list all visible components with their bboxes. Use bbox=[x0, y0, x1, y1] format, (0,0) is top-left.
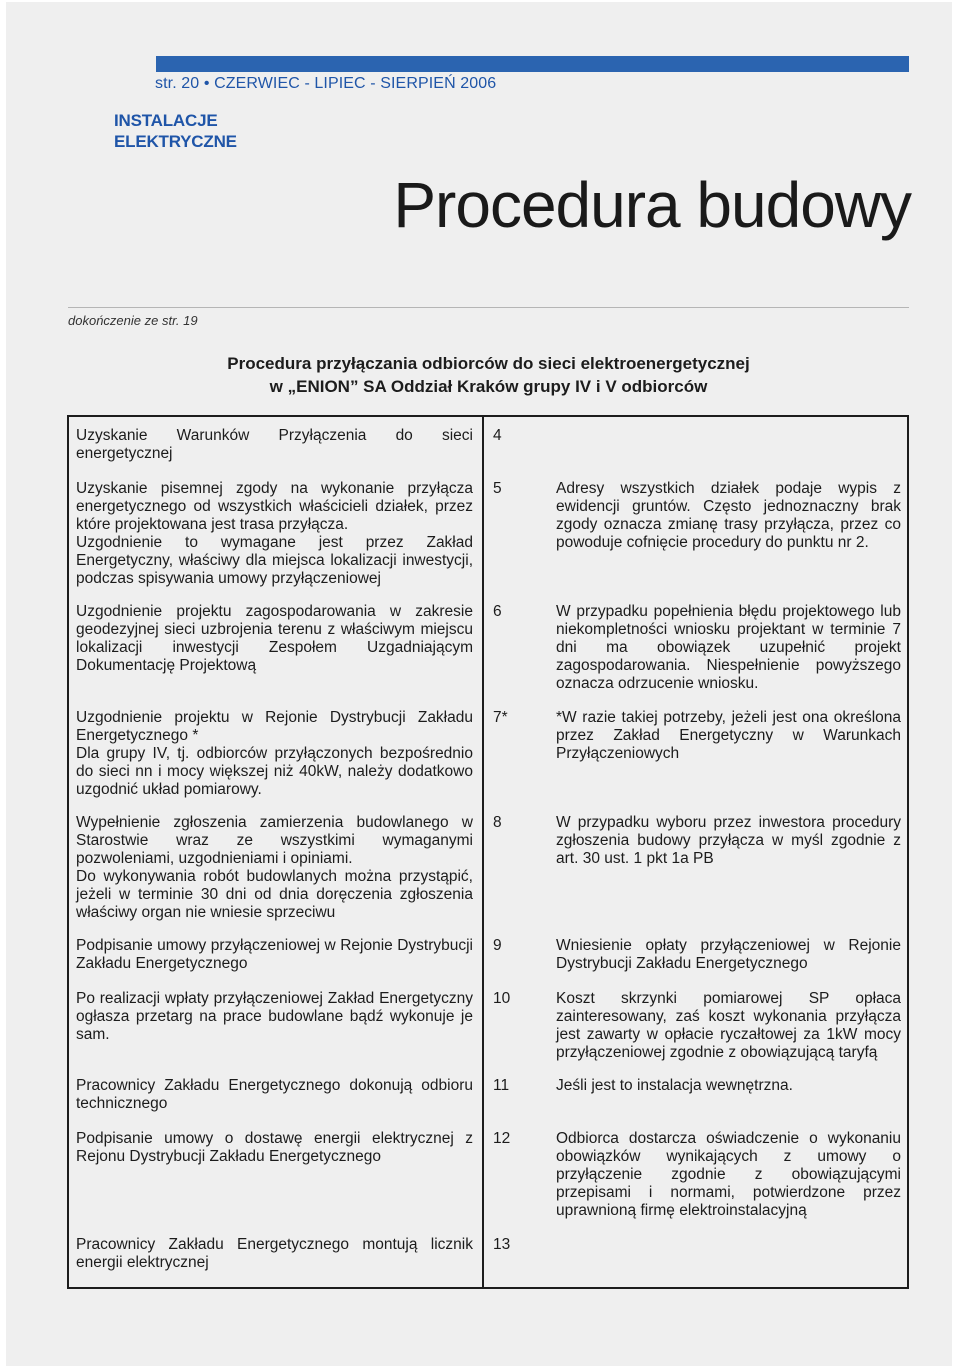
step-number: 7* bbox=[493, 709, 508, 726]
step-action-text-2: Uzgodnienie to wymagane jest przez Zakład Energetyczny, właściwy dla miejsca lokalizacji inwestycji, podczas spisywania umowy przyłączeniowej bbox=[76, 534, 473, 588]
step-action-text: Wypełnienie zgłoszenia zamierzenia budowlanego w Starostwie wraz ze wszystkimi wymaganymi pozwoleniami, uzgodnieniami i opiniami. bbox=[76, 814, 473, 868]
subtitle-line1: Procedura przyłączania odbiorców do sieci elektroenergetycznej bbox=[227, 354, 750, 373]
step-action: Uzyskanie Warunków Przyłączenia do sieci energetycznej bbox=[76, 427, 473, 463]
procedure-subtitle bbox=[68, 352, 909, 398]
page-title: Procedura budowy bbox=[393, 169, 911, 241]
step-action: Podpisanie umowy o dostawę energii elektrycznej z Rejonu Dystrybucji Zakładu Energetycznego bbox=[76, 1130, 473, 1166]
step-note: Wniesienie opłaty przyłączeniowej w Rejonie Dystrybucji Zakładu Energetycznego bbox=[556, 937, 901, 973]
step-action bbox=[76, 814, 473, 923]
step-action-text: Uzgodnienie projektu w Rejonie Dystrybucji Zakładu Energetycznego * bbox=[76, 709, 473, 745]
page-sheet bbox=[6, 2, 952, 1366]
column-divider bbox=[482, 417, 484, 1287]
continuation-note: dokończenie ze str. 19 bbox=[68, 313, 198, 328]
step-action-text: Uzyskanie pisemnej zgody na wykonanie przyłącza energetycznego od wszystkich właścicieli działek, przez które projektowana jest trasa przyłącza. bbox=[76, 480, 473, 534]
procedure-table bbox=[67, 415, 909, 1289]
step-note: Adresy wszystkich działek podaje wypis z ewidencji gruntów. Często jednoznaczny brak zgody oznacza zmianę trasy przyłącza, przez co powoduje cofnięcie procedury do punktu nr 2. bbox=[556, 480, 901, 552]
step-action-text-2: Do wykonywania robót budowlanych można przystąpić, jeżeli w terminie 30 dni od dnia doręczenia zgłoszenia właściwy organ nie wniesie sprzeciwu bbox=[76, 868, 473, 922]
step-note: Koszt skrzynki pomiarowej SP opłaca zainteresowany, zaś koszt wykonania przyłącza jest zawarty w opłacie ryczałtowej za 1kW mocy przyłączeniowej zgodnie z obowiązującą taryfą bbox=[556, 990, 901, 1062]
step-note: *W razie takiej potrzeby, jeżeli jest ona określona przez Zakład Energetyczny w Warunkach Przyłączeniowych bbox=[556, 709, 901, 763]
step-number: 9 bbox=[493, 937, 502, 954]
step-number: 4 bbox=[493, 427, 502, 444]
divider bbox=[68, 307, 909, 308]
step-action: Podpisanie umowy przyłączeniowej w Rejonie Dystrybucji Zakładu Energetycznego bbox=[76, 937, 473, 973]
step-action-text-2: Dla grupy IV, tj. odbiorców przyłączonych bezpośrednio do sieci nn i mocy większej niż 40kW, należy dodatkowo uzgodnić układ pomiarowy. bbox=[76, 745, 473, 799]
subtitle-line2: w „ENION” SA Oddział Kraków grupy IV i V odbiorców bbox=[269, 377, 708, 396]
step-number: 5 bbox=[493, 480, 502, 497]
section-label-line2: ELEKTRYCZNE bbox=[114, 132, 237, 151]
step-action: Pracownicy Zakładu Energetycznego dokonują odbioru technicznego bbox=[76, 1077, 473, 1113]
issue-header: str. 20 • CZERWIEC - LIPIEC - SIERPIEŃ 2006 bbox=[155, 75, 497, 92]
step-note: W przypadku popełnienia błędu projektowego lub niekompletności wniosku projektant w terminie 7 dni ma obowiązek uzupełnić projekt zagospodarowania. Niespełnienie powyższego oznacza odrzucenie wniosku. bbox=[556, 603, 901, 693]
step-action: Po realizacji wpłaty przyłączeniowej Zakład Energetyczny ogłasza przetarg na prace budowlane bądź wykonuje je sam. bbox=[76, 990, 473, 1044]
step-number: 13 bbox=[493, 1236, 511, 1253]
step-number: 10 bbox=[493, 990, 511, 1007]
step-number: 6 bbox=[493, 603, 502, 620]
step-action bbox=[76, 480, 473, 589]
step-note: Jeśli jest to instalacja wewnętrzna. bbox=[556, 1077, 793, 1094]
header-accent-bar bbox=[156, 56, 909, 72]
step-action: Pracownicy Zakładu Energetycznego montują licznik energii elektrycznej bbox=[76, 1236, 473, 1272]
step-number: 8 bbox=[493, 814, 502, 831]
step-note: Odbiorca dostarcza oświadczenie o wykonaniu obowiązków wynikających z umowy o przyłączenie zgodnie z obowiązującymi przepisami i normami, potwierdzone przez uprawnioną firmę elektroinstalacyjną bbox=[556, 1130, 901, 1220]
section-label bbox=[114, 110, 237, 152]
step-action bbox=[76, 709, 473, 799]
step-note: W przypadku wyboru przez inwestora procedury zgłoszenia budowy przyłącza w myśl zgodnie z art. 30 ust. 1 pkt 1a PB bbox=[556, 814, 901, 868]
section-label-line1: INSTALACJE bbox=[114, 111, 218, 130]
step-number: 12 bbox=[493, 1130, 511, 1147]
step-action: Uzgodnienie projektu zagospodarowania w zakresie geodezyjnej sieci uzbrojenia terenu z właściwym miejscu lokalizacji inwestycji Zespołem Uzgadniającym Dokumentację Projektową bbox=[76, 603, 473, 675]
step-number: 11 bbox=[493, 1077, 510, 1094]
